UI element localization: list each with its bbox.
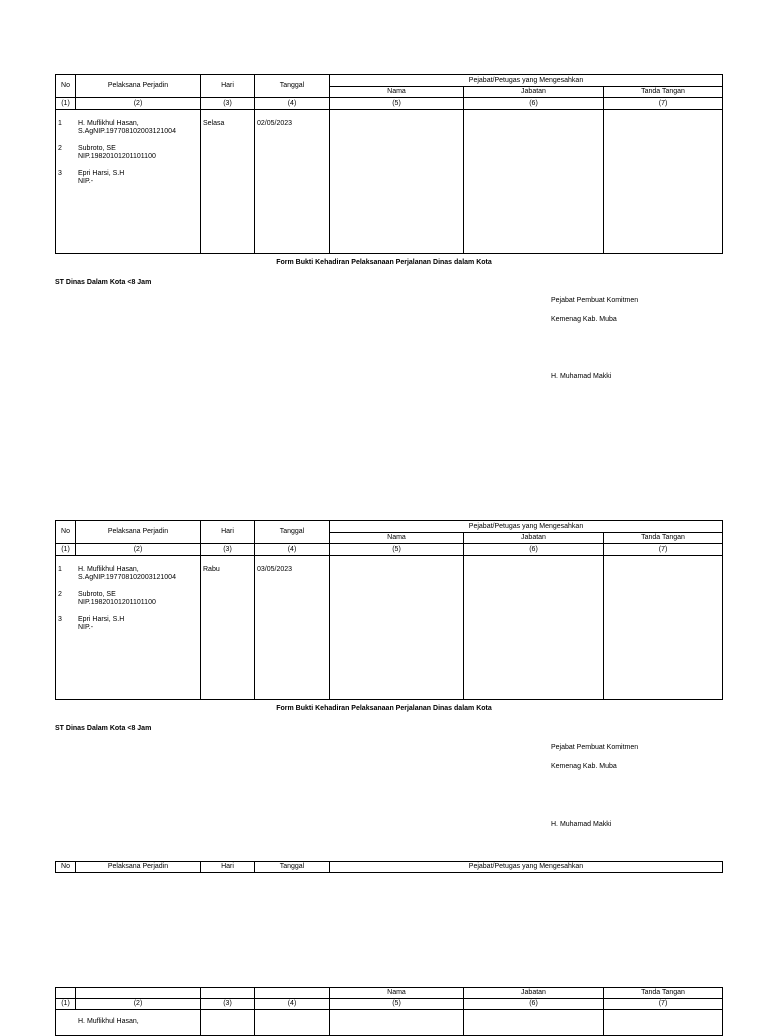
hari-value: Selasa xyxy=(201,110,255,254)
index-1: (1) xyxy=(56,98,76,110)
list-item: 1 H. Muflikhul Hasan, S.AgNIP.197708102003121004 xyxy=(58,120,176,135)
tanda-tangan-cell xyxy=(604,556,723,700)
index-7: (7) xyxy=(604,98,723,110)
header-hari: Hari xyxy=(201,521,255,544)
index-2: (2) xyxy=(76,544,201,556)
header-tanggal: Tanggal xyxy=(255,521,330,544)
index-5: (5) xyxy=(330,999,464,1010)
list-item: H. Muflikhul Hasan, xyxy=(78,1018,139,1025)
signatory-role: Pejabat Pembuat Komitmen xyxy=(551,297,639,304)
st-label: ST Dinas Dalam Kota <8 Jam xyxy=(55,279,152,286)
index-5: (5) xyxy=(330,544,464,556)
header-tanda-tangan: Tanda Tangan xyxy=(604,988,723,999)
header-jabatan: Jabatan xyxy=(464,533,604,544)
jabatan-cell xyxy=(464,110,604,254)
form-caption: Form Bukti Kehadiran Pelaksanaan Perjalanan Dinas dalam Kota xyxy=(276,705,492,712)
header-jabatan: Jabatan xyxy=(464,87,604,98)
pelaksana-list xyxy=(56,110,201,254)
nama-cell xyxy=(330,556,464,700)
index-3: (3) xyxy=(201,544,255,556)
index-4: (4) xyxy=(255,98,330,110)
header-pejabat-group: Pejabat/Petugas yang Mengesahkan xyxy=(330,521,723,533)
header-hari: Hari xyxy=(201,75,255,98)
header-pelaksana: Pelaksana Perjadin xyxy=(76,862,201,873)
index-3: (3) xyxy=(201,999,255,1010)
index-1: (1) xyxy=(56,999,76,1010)
tanda-tangan-cell xyxy=(604,110,723,254)
index-4: (4) xyxy=(255,544,330,556)
tanggal-value: 02/05/2023 xyxy=(255,110,330,254)
header-nama: Nama xyxy=(330,533,464,544)
list-item: 3 Epri Harsi, S.H NIP.- xyxy=(58,616,125,631)
header-pelaksana: Pelaksana Perjadin xyxy=(76,75,201,98)
header-no: No xyxy=(56,862,76,873)
index-6: (6) xyxy=(464,544,604,556)
pelaksana-list xyxy=(56,556,201,700)
index-6: (6) xyxy=(464,999,604,1010)
index-5: (5) xyxy=(330,98,464,110)
index-2: (2) xyxy=(76,98,201,110)
header-pelaksana: Pelaksana Perjadin xyxy=(76,521,201,544)
index-7: (7) xyxy=(604,999,723,1010)
header-nama: Nama xyxy=(330,87,464,98)
attendance-table-3-body xyxy=(55,987,723,1036)
header-tanggal: Tanggal xyxy=(255,75,330,98)
signatory-office: Kemenag Kab. Muba xyxy=(551,316,617,323)
form-caption: Form Bukti Kehadiran Pelaksanaan Perjalanan Dinas dalam Kota xyxy=(276,259,492,266)
hari-value: Rabu xyxy=(201,556,255,700)
header-no: No xyxy=(56,75,76,98)
header-pejabat-group: Pejabat/Petugas yang Mengesahkan xyxy=(330,75,723,87)
list-item: 2 Subroto, SE NIP.19820101201101100 xyxy=(58,591,156,606)
signatory-office: Kemenag Kab. Muba xyxy=(551,763,617,770)
header-tanda-tangan: Tanda Tangan xyxy=(604,87,723,98)
pelaksana-list xyxy=(56,1010,201,1036)
header-hari: Hari xyxy=(201,862,255,873)
signatory-name: H. Muhamad Makki xyxy=(551,373,612,380)
attendance-table-1 xyxy=(55,74,723,254)
header-no: No xyxy=(56,521,76,544)
header-tanggal: Tanggal xyxy=(255,862,330,873)
list-item: 3 Epri Harsi, S.H NIP.- xyxy=(58,170,125,185)
header-tanda-tangan: Tanda Tangan xyxy=(604,533,723,544)
index-7: (7) xyxy=(604,544,723,556)
index-6: (6) xyxy=(464,98,604,110)
signatory-role: Pejabat Pembuat Komitmen xyxy=(551,744,639,751)
index-4: (4) xyxy=(255,999,330,1010)
header-nama: Nama xyxy=(330,988,464,999)
attendance-table-2 xyxy=(55,520,723,700)
signatory-name: H. Muhamad Makki xyxy=(551,821,612,828)
jabatan-cell xyxy=(464,556,604,700)
header-jabatan: Jabatan xyxy=(464,988,604,999)
list-item: 2 Subroto, SE NIP.19820101201101100 xyxy=(58,145,156,160)
attendance-table-3-header xyxy=(55,861,723,873)
index-3: (3) xyxy=(201,98,255,110)
nama-cell xyxy=(330,110,464,254)
list-item: 1 H. Muflikhul Hasan, S.AgNIP.197708102003121004 xyxy=(58,566,176,581)
header-pejabat-group: Pejabat/Petugas yang Mengesahkan xyxy=(330,862,723,873)
index-1: (1) xyxy=(56,544,76,556)
tanggal-value: 03/05/2023 xyxy=(255,556,330,700)
index-2: (2) xyxy=(76,999,201,1010)
st-label: ST Dinas Dalam Kota <8 Jam xyxy=(55,725,152,732)
